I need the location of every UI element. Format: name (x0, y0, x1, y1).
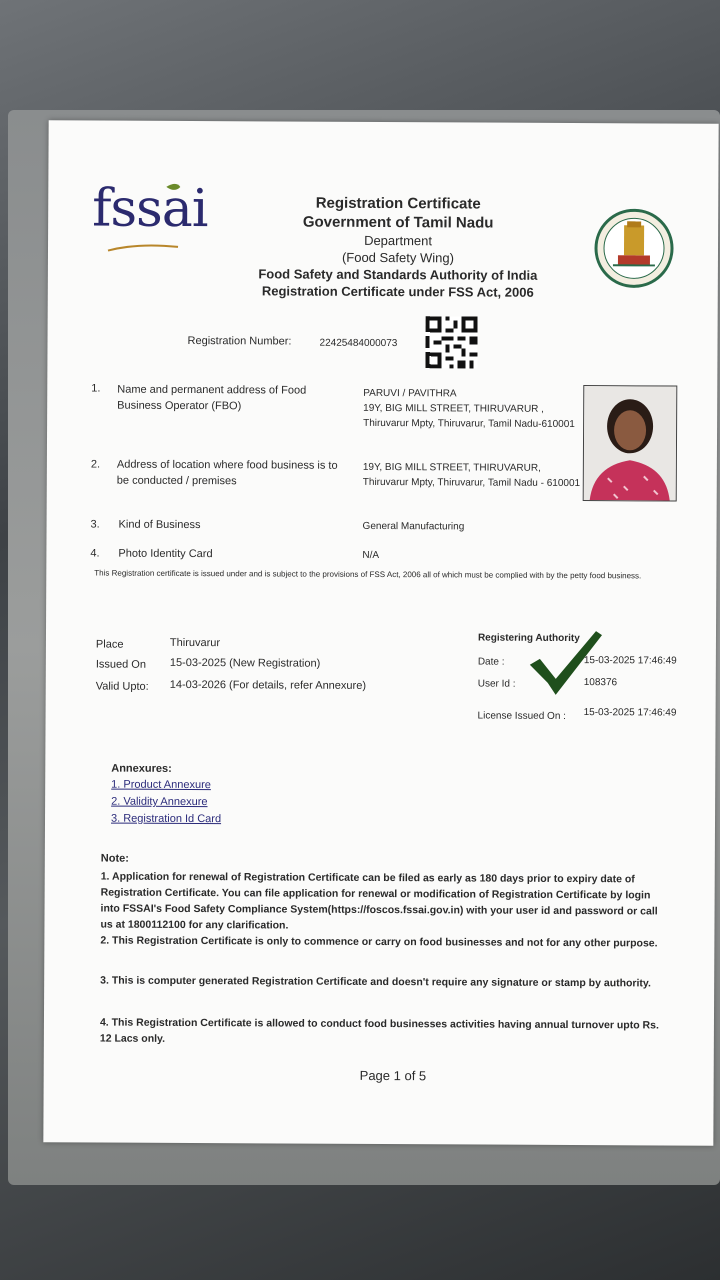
authority-user-value: 108376 (583, 677, 618, 689)
note-item-3: 3. This is computer generated Registration Certificate and doesn't require any signature or stamp by authority. (100, 974, 651, 990)
place-label: Place (95, 638, 124, 651)
checkmark-icon (526, 629, 606, 703)
authority-title: Registering Authority (477, 632, 580, 645)
fbo-photo (583, 385, 678, 501)
row-4-number: 4. (90, 547, 100, 560)
row-1-value-name: PARUVI / PAVITHRA (363, 387, 457, 400)
logo-text: fssai (92, 178, 208, 240)
tamil-nadu-emblem (593, 207, 675, 289)
provisions-notice: This Registration certificate is issued under and is subject to the provisions of FSS Act, 2006 all of which must be complied with by the petty food business. (94, 568, 642, 581)
registration-number-label: Registration Number: (187, 334, 292, 348)
row-3-label: Kind of Business (118, 518, 201, 532)
authority-user-label: User Id : (477, 678, 516, 690)
page-number: Page 1 of 5 (359, 1067, 427, 1084)
certificate-paper (43, 120, 718, 1145)
row-3-value: General Manufacturing (362, 520, 465, 533)
row-1-label: Name and permanent address of Food Business Operator (FBO) (117, 383, 307, 413)
row-1-value-address: 19Y, BIG MILL STREET, THIRUVARUR , Thiruvarur Mpty, Thiruvarur, Tamil Nadu-610001 (363, 402, 575, 431)
header-department: Department (364, 232, 433, 249)
header-government: Government of Tamil Nadu (302, 213, 494, 232)
authority-date-label: Date : (477, 656, 505, 668)
valid-label: Valid Upto: (95, 680, 149, 693)
registration-number-value: 22425484000073 (319, 337, 398, 350)
row-1-number: 1. (91, 382, 101, 395)
valid-value: 14-03-2026 (For details, refer Annexure) (169, 678, 367, 692)
note-item-2: 2. This Registration Certificate is only to commence or carry on food businesses and not for any other purpose. (100, 934, 658, 950)
annexure-product-link[interactable]: 1. Product Annexure (111, 778, 211, 792)
certificate-header (198, 193, 599, 301)
fssai-logo (88, 172, 208, 273)
row-3-number: 3. (90, 518, 100, 531)
qr-code-icon (425, 316, 477, 368)
row-4-value: N/A (362, 549, 380, 561)
row-2-value: 19Y, BIG MILL STREET, THIRUVARUR, Thiruvarur Mpty, Thiruvarur, Tamil Nadu - 610001 (362, 461, 581, 490)
annexure-validity-link[interactable]: 2. Validity Annexure (111, 795, 208, 809)
annexure-id-card-link[interactable]: 3. Registration Id Card (110, 812, 222, 826)
note-item-4: 4. This Registration Certificate is allowed to conduct food businesses activities having annual turnover upto Rs. 12 Lacs only. (99, 1016, 659, 1045)
header-wing: (Food Safety Wing) (341, 249, 455, 266)
row-2-label: Address of location where food business is to be conducted / premises (116, 458, 338, 488)
license-issued-value: 15-03-2025 17:46:49 (583, 707, 677, 719)
header-authority: Food Safety and Standards Authority of India (258, 266, 538, 283)
issued-label: Issued On (95, 658, 147, 671)
authority-date-value: 15-03-2025 17:46:49 (583, 655, 677, 667)
row-4-label: Photo Identity Card (118, 547, 213, 561)
header-act: Registration Certificate under FSS Act, 2006 (261, 283, 534, 300)
header-title: Registration Certificate (315, 194, 481, 213)
issued-value: 15-03-2025 (New Registration) (169, 656, 321, 670)
note-title: Note: (100, 852, 129, 865)
license-issued-label: License Issued On : (477, 710, 566, 722)
place-value: Thiruvarur (169, 636, 221, 650)
row-2-number: 2. (90, 458, 101, 471)
annexures-title: Annexures: (111, 762, 172, 775)
note-item-1: 1. Application for renewal of Registration Certificate can be filed as early as 180 days prior to expiry date of Registration Certificate. You can file application for renewal or modification of Registration Certificate by login into FSSAI's Food Safety Compliance System(https://foscos.fssai.gov.in) with your user id and password or call us at 1800112100 for any clarification. (100, 870, 658, 932)
